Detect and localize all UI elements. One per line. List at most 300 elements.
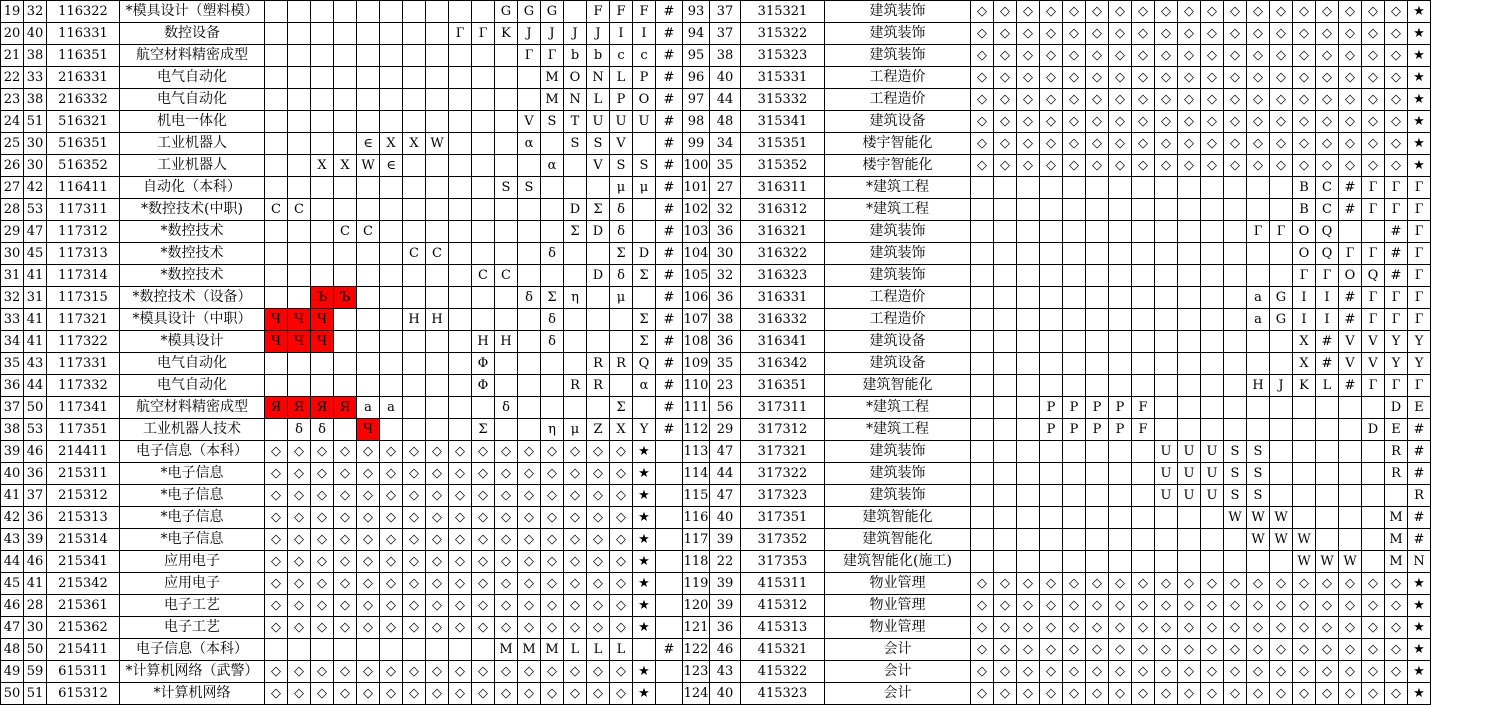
- major-name-cell[interactable]: 建筑装饰: [825, 485, 971, 507]
- schedule-cell[interactable]: ◇: [1293, 23, 1316, 45]
- schedule-cell[interactable]: ◇: [1063, 133, 1086, 155]
- schedule-cell[interactable]: [1132, 353, 1155, 375]
- schedule-cell[interactable]: [449, 375, 472, 397]
- count-cell[interactable]: 56: [710, 397, 741, 419]
- schedule-cell[interactable]: Y: [633, 419, 656, 441]
- schedule-cell[interactable]: ◇: [1247, 133, 1270, 155]
- schedule-cell[interactable]: a: [380, 397, 403, 419]
- schedule-cell[interactable]: ★: [1408, 111, 1431, 133]
- schedule-cell[interactable]: [380, 111, 403, 133]
- marker-cell[interactable]: #: [656, 1, 683, 23]
- code-cell[interactable]: 317311: [741, 397, 825, 419]
- schedule-cell[interactable]: ◇: [288, 441, 311, 463]
- count-cell[interactable]: 22: [710, 551, 741, 573]
- schedule-cell[interactable]: [426, 45, 449, 67]
- schedule-cell[interactable]: ◇: [1063, 617, 1086, 639]
- schedule-cell[interactable]: ◇: [1201, 661, 1224, 683]
- schedule-cell[interactable]: ◇: [265, 507, 288, 529]
- schedule-cell[interactable]: [495, 221, 518, 243]
- schedule-cell[interactable]: [449, 45, 472, 67]
- row-index[interactable]: 108: [683, 331, 710, 353]
- schedule-cell[interactable]: ◇: [1247, 45, 1270, 67]
- schedule-cell[interactable]: H: [403, 309, 426, 331]
- schedule-cell[interactable]: ◇: [1109, 1, 1132, 23]
- schedule-cell[interactable]: ◇: [380, 661, 403, 683]
- schedule-cell[interactable]: ◇: [564, 661, 587, 683]
- code-cell[interactable]: 117332: [47, 375, 120, 397]
- schedule-cell[interactable]: W: [1339, 551, 1362, 573]
- schedule-cell[interactable]: W: [1247, 529, 1270, 551]
- schedule-cell[interactable]: [1201, 287, 1224, 309]
- schedule-cell[interactable]: ◇: [1040, 45, 1063, 67]
- schedule-cell[interactable]: ◇: [288, 551, 311, 573]
- schedule-cell[interactable]: ◇: [541, 463, 564, 485]
- schedule-cell[interactable]: Y: [1408, 353, 1431, 375]
- schedule-cell[interactable]: ◇: [1224, 133, 1247, 155]
- schedule-cell[interactable]: ◇: [426, 529, 449, 551]
- schedule-cell[interactable]: ∈: [357, 133, 380, 155]
- schedule-cell[interactable]: [1040, 265, 1063, 287]
- schedule-cell[interactable]: [1224, 375, 1247, 397]
- count-cell[interactable]: 47: [710, 441, 741, 463]
- schedule-cell[interactable]: [472, 155, 495, 177]
- row-index[interactable]: 118: [683, 551, 710, 573]
- row-index[interactable]: 20: [1, 23, 24, 45]
- schedule-cell[interactable]: [541, 397, 564, 419]
- schedule-cell[interactable]: ★: [633, 617, 656, 639]
- schedule-cell[interactable]: Σ: [541, 287, 564, 309]
- schedule-cell[interactable]: R: [1385, 441, 1408, 463]
- schedule-cell[interactable]: [1178, 507, 1201, 529]
- schedule-cell[interactable]: [265, 89, 288, 111]
- schedule-cell[interactable]: [1086, 551, 1109, 573]
- schedule-cell[interactable]: [1362, 485, 1385, 507]
- schedule-cell[interactable]: [449, 221, 472, 243]
- schedule-cell[interactable]: ◇: [518, 529, 541, 551]
- row-index[interactable]: 43: [1, 529, 24, 551]
- schedule-cell[interactable]: W: [1247, 507, 1270, 529]
- schedule-cell[interactable]: [1201, 507, 1224, 529]
- code-cell[interactable]: 215313: [47, 507, 120, 529]
- code-cell[interactable]: 316322: [741, 243, 825, 265]
- schedule-cell[interactable]: ◇: [1017, 639, 1040, 661]
- code-cell[interactable]: 116351: [47, 45, 120, 67]
- schedule-cell[interactable]: ◇: [1316, 133, 1339, 155]
- schedule-cell[interactable]: α: [518, 133, 541, 155]
- schedule-cell[interactable]: [403, 353, 426, 375]
- schedule-cell[interactable]: S: [1247, 441, 1270, 463]
- schedule-cell[interactable]: [971, 485, 994, 507]
- schedule-cell[interactable]: [564, 309, 587, 331]
- marker-cell[interactable]: #: [656, 331, 683, 353]
- schedule-cell[interactable]: ◇: [380, 551, 403, 573]
- schedule-cell[interactable]: ◇: [610, 507, 633, 529]
- schedule-cell[interactable]: [541, 133, 564, 155]
- schedule-cell[interactable]: [449, 199, 472, 221]
- schedule-cell[interactable]: ◇: [1270, 639, 1293, 661]
- schedule-cell[interactable]: H: [1247, 375, 1270, 397]
- schedule-cell[interactable]: ◇: [1362, 133, 1385, 155]
- schedule-cell[interactable]: [1270, 551, 1293, 573]
- schedule-cell[interactable]: [1270, 199, 1293, 221]
- schedule-cell[interactable]: [971, 353, 994, 375]
- schedule-cell[interactable]: ★: [1408, 595, 1431, 617]
- schedule-cell[interactable]: ◇: [1362, 683, 1385, 705]
- schedule-cell[interactable]: [1316, 419, 1339, 441]
- row-index[interactable]: 121: [683, 617, 710, 639]
- schedule-cell[interactable]: [1247, 353, 1270, 375]
- row-index[interactable]: 28: [1, 199, 24, 221]
- schedule-cell[interactable]: C: [403, 243, 426, 265]
- row-index[interactable]: 100: [683, 155, 710, 177]
- schedule-cell[interactable]: [1178, 397, 1201, 419]
- count-cell[interactable]: 30: [24, 617, 47, 639]
- count-cell[interactable]: 47: [710, 485, 741, 507]
- schedule-cell[interactable]: [1109, 309, 1132, 331]
- row-index[interactable]: 111: [683, 397, 710, 419]
- schedule-cell[interactable]: [564, 265, 587, 287]
- major-name-cell[interactable]: *模具设计（中职）: [120, 309, 265, 331]
- schedule-cell[interactable]: ◇: [1316, 595, 1339, 617]
- schedule-cell[interactable]: [334, 243, 357, 265]
- schedule-cell[interactable]: [334, 419, 357, 441]
- schedule-cell[interactable]: ◇: [1339, 573, 1362, 595]
- schedule-cell[interactable]: ◇: [1385, 111, 1408, 133]
- schedule-cell[interactable]: Y: [1385, 353, 1408, 375]
- schedule-cell[interactable]: [1201, 265, 1224, 287]
- schedule-cell[interactable]: ◇: [1017, 23, 1040, 45]
- schedule-cell[interactable]: ◇: [1201, 67, 1224, 89]
- major-name-cell[interactable]: 电气自动化: [120, 353, 265, 375]
- schedule-cell[interactable]: [994, 309, 1017, 331]
- schedule-cell[interactable]: [311, 177, 334, 199]
- schedule-cell[interactable]: [311, 375, 334, 397]
- code-cell[interactable]: 316342: [741, 353, 825, 375]
- schedule-cell[interactable]: [265, 419, 288, 441]
- schedule-cell[interactable]: [472, 287, 495, 309]
- schedule-cell[interactable]: ◇: [288, 529, 311, 551]
- schedule-cell[interactable]: [1293, 463, 1316, 485]
- schedule-cell[interactable]: [518, 265, 541, 287]
- schedule-cell[interactable]: N: [1408, 551, 1431, 573]
- schedule-cell[interactable]: ◇: [1339, 617, 1362, 639]
- code-cell[interactable]: 216331: [47, 67, 120, 89]
- schedule-cell[interactable]: ◇: [1040, 1, 1063, 23]
- schedule-cell[interactable]: [334, 89, 357, 111]
- schedule-cell[interactable]: [426, 375, 449, 397]
- schedule-cell[interactable]: [1086, 529, 1109, 551]
- schedule-cell[interactable]: [403, 265, 426, 287]
- schedule-cell[interactable]: [380, 353, 403, 375]
- schedule-cell[interactable]: [1155, 199, 1178, 221]
- schedule-cell[interactable]: ◇: [334, 595, 357, 617]
- major-name-cell[interactable]: 物业管理: [825, 573, 971, 595]
- row-index[interactable]: 24: [1, 111, 24, 133]
- schedule-cell[interactable]: [1017, 375, 1040, 397]
- schedule-cell[interactable]: [971, 397, 994, 419]
- schedule-cell[interactable]: [1017, 221, 1040, 243]
- schedule-cell[interactable]: N: [564, 89, 587, 111]
- major-name-cell[interactable]: *计算机网络: [120, 683, 265, 705]
- row-index[interactable]: 95: [683, 45, 710, 67]
- marker-cell[interactable]: #: [656, 397, 683, 419]
- schedule-cell[interactable]: [541, 353, 564, 375]
- schedule-cell[interactable]: [1362, 463, 1385, 485]
- schedule-cell[interactable]: Σ: [633, 331, 656, 353]
- schedule-cell[interactable]: S: [495, 177, 518, 199]
- schedule-cell[interactable]: [311, 221, 334, 243]
- schedule-cell[interactable]: [518, 419, 541, 441]
- row-index[interactable]: 40: [1, 463, 24, 485]
- schedule-cell[interactable]: ◇: [1086, 617, 1109, 639]
- schedule-cell[interactable]: [380, 243, 403, 265]
- schedule-cell[interactable]: ◇: [495, 683, 518, 705]
- schedule-cell[interactable]: Г: [1408, 309, 1431, 331]
- schedule-cell[interactable]: ◇: [994, 683, 1017, 705]
- schedule-cell[interactable]: α: [541, 155, 564, 177]
- schedule-cell[interactable]: [1224, 177, 1247, 199]
- schedule-cell[interactable]: ★: [1408, 23, 1431, 45]
- schedule-cell[interactable]: ◇: [1109, 45, 1132, 67]
- schedule-cell[interactable]: [1201, 353, 1224, 375]
- schedule-cell[interactable]: [472, 309, 495, 331]
- schedule-cell[interactable]: #: [1339, 287, 1362, 309]
- schedule-cell[interactable]: ◇: [518, 507, 541, 529]
- schedule-cell[interactable]: ∈: [380, 155, 403, 177]
- schedule-cell[interactable]: ◇: [472, 529, 495, 551]
- schedule-cell[interactable]: [357, 199, 380, 221]
- schedule-cell[interactable]: [1132, 309, 1155, 331]
- schedule-cell[interactable]: V: [1362, 331, 1385, 353]
- count-cell[interactable]: 30: [710, 243, 741, 265]
- schedule-cell[interactable]: [449, 419, 472, 441]
- schedule-cell[interactable]: [1086, 177, 1109, 199]
- schedule-cell[interactable]: ◇: [1385, 683, 1408, 705]
- schedule-cell[interactable]: ◇: [1132, 1, 1155, 23]
- code-cell[interactable]: 415322: [741, 661, 825, 683]
- marker-cell[interactable]: [656, 441, 683, 463]
- schedule-cell[interactable]: [334, 309, 357, 331]
- schedule-cell[interactable]: [518, 309, 541, 331]
- schedule-cell[interactable]: [1201, 375, 1224, 397]
- schedule-cell[interactable]: M: [1385, 551, 1408, 573]
- schedule-cell[interactable]: ◇: [541, 529, 564, 551]
- schedule-cell[interactable]: ◇: [610, 595, 633, 617]
- schedule-cell[interactable]: [1155, 375, 1178, 397]
- row-index[interactable]: 37: [1, 397, 24, 419]
- schedule-cell[interactable]: [403, 67, 426, 89]
- schedule-cell[interactable]: ◇: [1385, 89, 1408, 111]
- schedule-cell[interactable]: Σ: [587, 199, 610, 221]
- schedule-cell[interactable]: ◇: [1132, 595, 1155, 617]
- count-cell[interactable]: 46: [710, 639, 741, 661]
- schedule-cell[interactable]: P: [1086, 397, 1109, 419]
- schedule-cell[interactable]: ◇: [311, 573, 334, 595]
- major-name-cell[interactable]: 建筑装饰: [825, 265, 971, 287]
- schedule-cell[interactable]: [1086, 463, 1109, 485]
- schedule-cell[interactable]: [288, 111, 311, 133]
- schedule-cell[interactable]: ◇: [1270, 595, 1293, 617]
- schedule-cell[interactable]: [971, 331, 994, 353]
- schedule-cell[interactable]: ◇: [1224, 661, 1247, 683]
- schedule-cell[interactable]: [1247, 397, 1270, 419]
- schedule-cell[interactable]: [265, 639, 288, 661]
- schedule-cell[interactable]: ◇: [426, 507, 449, 529]
- schedule-cell[interactable]: ◇: [1178, 617, 1201, 639]
- marker-cell[interactable]: #: [656, 639, 683, 661]
- schedule-cell[interactable]: ◇: [610, 661, 633, 683]
- schedule-cell[interactable]: S: [633, 155, 656, 177]
- schedule-cell[interactable]: [994, 243, 1017, 265]
- schedule-cell[interactable]: ◇: [564, 485, 587, 507]
- marker-cell[interactable]: #: [656, 353, 683, 375]
- schedule-cell[interactable]: Σ: [472, 419, 495, 441]
- schedule-cell[interactable]: ◇: [1155, 595, 1178, 617]
- schedule-cell[interactable]: [994, 397, 1017, 419]
- schedule-cell[interactable]: P: [1040, 419, 1063, 441]
- count-cell[interactable]: 38: [24, 89, 47, 111]
- schedule-cell[interactable]: ◇: [449, 551, 472, 573]
- count-cell[interactable]: 43: [24, 353, 47, 375]
- schedule-cell[interactable]: [541, 199, 564, 221]
- schedule-cell[interactable]: [449, 309, 472, 331]
- schedule-cell[interactable]: [1063, 199, 1086, 221]
- schedule-cell[interactable]: [1155, 419, 1178, 441]
- schedule-cell[interactable]: Г: [1408, 243, 1431, 265]
- schedule-cell[interactable]: [426, 199, 449, 221]
- schedule-cell[interactable]: [1155, 529, 1178, 551]
- schedule-cell[interactable]: ◇: [357, 595, 380, 617]
- schedule-cell[interactable]: ◇: [472, 507, 495, 529]
- schedule-cell[interactable]: c: [633, 45, 656, 67]
- schedule-cell[interactable]: M: [1385, 507, 1408, 529]
- schedule-cell[interactable]: [1178, 243, 1201, 265]
- marker-cell[interactable]: #: [656, 23, 683, 45]
- schedule-cell[interactable]: ◇: [1293, 133, 1316, 155]
- schedule-cell[interactable]: S: [541, 111, 564, 133]
- schedule-cell[interactable]: [541, 177, 564, 199]
- schedule-cell[interactable]: [288, 221, 311, 243]
- schedule-cell[interactable]: ◇: [971, 617, 994, 639]
- schedule-cell[interactable]: [472, 45, 495, 67]
- schedule-cell[interactable]: ◇: [1247, 23, 1270, 45]
- count-cell[interactable]: 46: [24, 441, 47, 463]
- schedule-cell[interactable]: [1063, 529, 1086, 551]
- schedule-cell[interactable]: [994, 529, 1017, 551]
- schedule-cell[interactable]: [1247, 419, 1270, 441]
- count-cell[interactable]: 37: [710, 1, 741, 23]
- schedule-cell[interactable]: ◇: [1201, 133, 1224, 155]
- schedule-cell[interactable]: [380, 45, 403, 67]
- schedule-cell[interactable]: [495, 111, 518, 133]
- schedule-cell[interactable]: [403, 45, 426, 67]
- schedule-cell[interactable]: ◇: [1017, 89, 1040, 111]
- schedule-cell[interactable]: [380, 375, 403, 397]
- schedule-cell[interactable]: [1362, 441, 1385, 463]
- schedule-cell[interactable]: ◇: [518, 683, 541, 705]
- schedule-cell[interactable]: [380, 309, 403, 331]
- schedule-cell[interactable]: Г: [1408, 265, 1431, 287]
- schedule-cell[interactable]: [426, 265, 449, 287]
- schedule-cell[interactable]: [288, 177, 311, 199]
- code-cell[interactable]: 415313: [741, 617, 825, 639]
- major-name-cell[interactable]: 建筑装饰: [825, 221, 971, 243]
- schedule-cell[interactable]: ◇: [518, 463, 541, 485]
- schedule-cell[interactable]: ◇: [1362, 573, 1385, 595]
- schedule-cell[interactable]: K: [1293, 375, 1316, 397]
- schedule-cell[interactable]: ◇: [1339, 155, 1362, 177]
- schedule-cell[interactable]: ◇: [449, 683, 472, 705]
- code-cell[interactable]: 516352: [47, 155, 120, 177]
- schedule-cell[interactable]: S: [1224, 485, 1247, 507]
- marker-cell[interactable]: #: [656, 177, 683, 199]
- schedule-cell[interactable]: ◇: [357, 551, 380, 573]
- row-index[interactable]: 122: [683, 639, 710, 661]
- schedule-cell[interactable]: [449, 67, 472, 89]
- schedule-cell[interactable]: [518, 353, 541, 375]
- schedule-cell[interactable]: [994, 353, 1017, 375]
- major-name-cell[interactable]: 建筑设备: [825, 331, 971, 353]
- schedule-cell[interactable]: Г: [1408, 199, 1431, 221]
- schedule-cell[interactable]: [1293, 419, 1316, 441]
- schedule-cell[interactable]: [380, 89, 403, 111]
- schedule-cell[interactable]: ◇: [311, 441, 334, 463]
- schedule-cell[interactable]: ◇: [1086, 639, 1109, 661]
- schedule-cell[interactable]: ★: [1408, 617, 1431, 639]
- schedule-cell[interactable]: ◇: [564, 507, 587, 529]
- code-cell[interactable]: 215362: [47, 617, 120, 639]
- schedule-cell[interactable]: ◇: [403, 595, 426, 617]
- schedule-cell[interactable]: [1247, 177, 1270, 199]
- schedule-cell[interactable]: ★: [633, 595, 656, 617]
- major-name-cell[interactable]: 电子工艺: [120, 595, 265, 617]
- marker-cell[interactable]: [656, 573, 683, 595]
- code-cell[interactable]: 316332: [741, 309, 825, 331]
- schedule-cell[interactable]: ◇: [1247, 155, 1270, 177]
- schedule-cell[interactable]: L: [587, 639, 610, 661]
- schedule-cell[interactable]: [495, 45, 518, 67]
- schedule-cell[interactable]: ◇: [587, 683, 610, 705]
- schedule-cell[interactable]: α: [633, 375, 656, 397]
- marker-cell[interactable]: #: [656, 243, 683, 265]
- schedule-cell[interactable]: [403, 155, 426, 177]
- code-cell[interactable]: 315332: [741, 89, 825, 111]
- schedule-cell[interactable]: [518, 67, 541, 89]
- schedule-cell[interactable]: [1270, 265, 1293, 287]
- schedule-cell[interactable]: ★: [633, 683, 656, 705]
- major-name-cell[interactable]: *电子信息: [120, 529, 265, 551]
- schedule-cell[interactable]: δ: [518, 287, 541, 309]
- schedule-cell[interactable]: ◇: [541, 617, 564, 639]
- schedule-cell[interactable]: [472, 1, 495, 23]
- schedule-cell[interactable]: [994, 485, 1017, 507]
- schedule-cell[interactable]: Г: [1408, 177, 1431, 199]
- schedule-cell[interactable]: [994, 199, 1017, 221]
- schedule-cell[interactable]: ◇: [265, 441, 288, 463]
- schedule-cell[interactable]: ★: [1408, 45, 1431, 67]
- schedule-cell[interactable]: [426, 639, 449, 661]
- marker-cell[interactable]: #: [656, 199, 683, 221]
- schedule-cell[interactable]: [1339, 221, 1362, 243]
- schedule-cell[interactable]: ◇: [334, 463, 357, 485]
- schedule-cell[interactable]: [1017, 551, 1040, 573]
- count-cell[interactable]: 43: [710, 661, 741, 683]
- schedule-cell[interactable]: ◇: [265, 485, 288, 507]
- count-cell[interactable]: 35: [710, 353, 741, 375]
- count-cell[interactable]: 50: [24, 639, 47, 661]
- schedule-cell[interactable]: [1040, 243, 1063, 265]
- schedule-cell[interactable]: ◇: [1316, 573, 1339, 595]
